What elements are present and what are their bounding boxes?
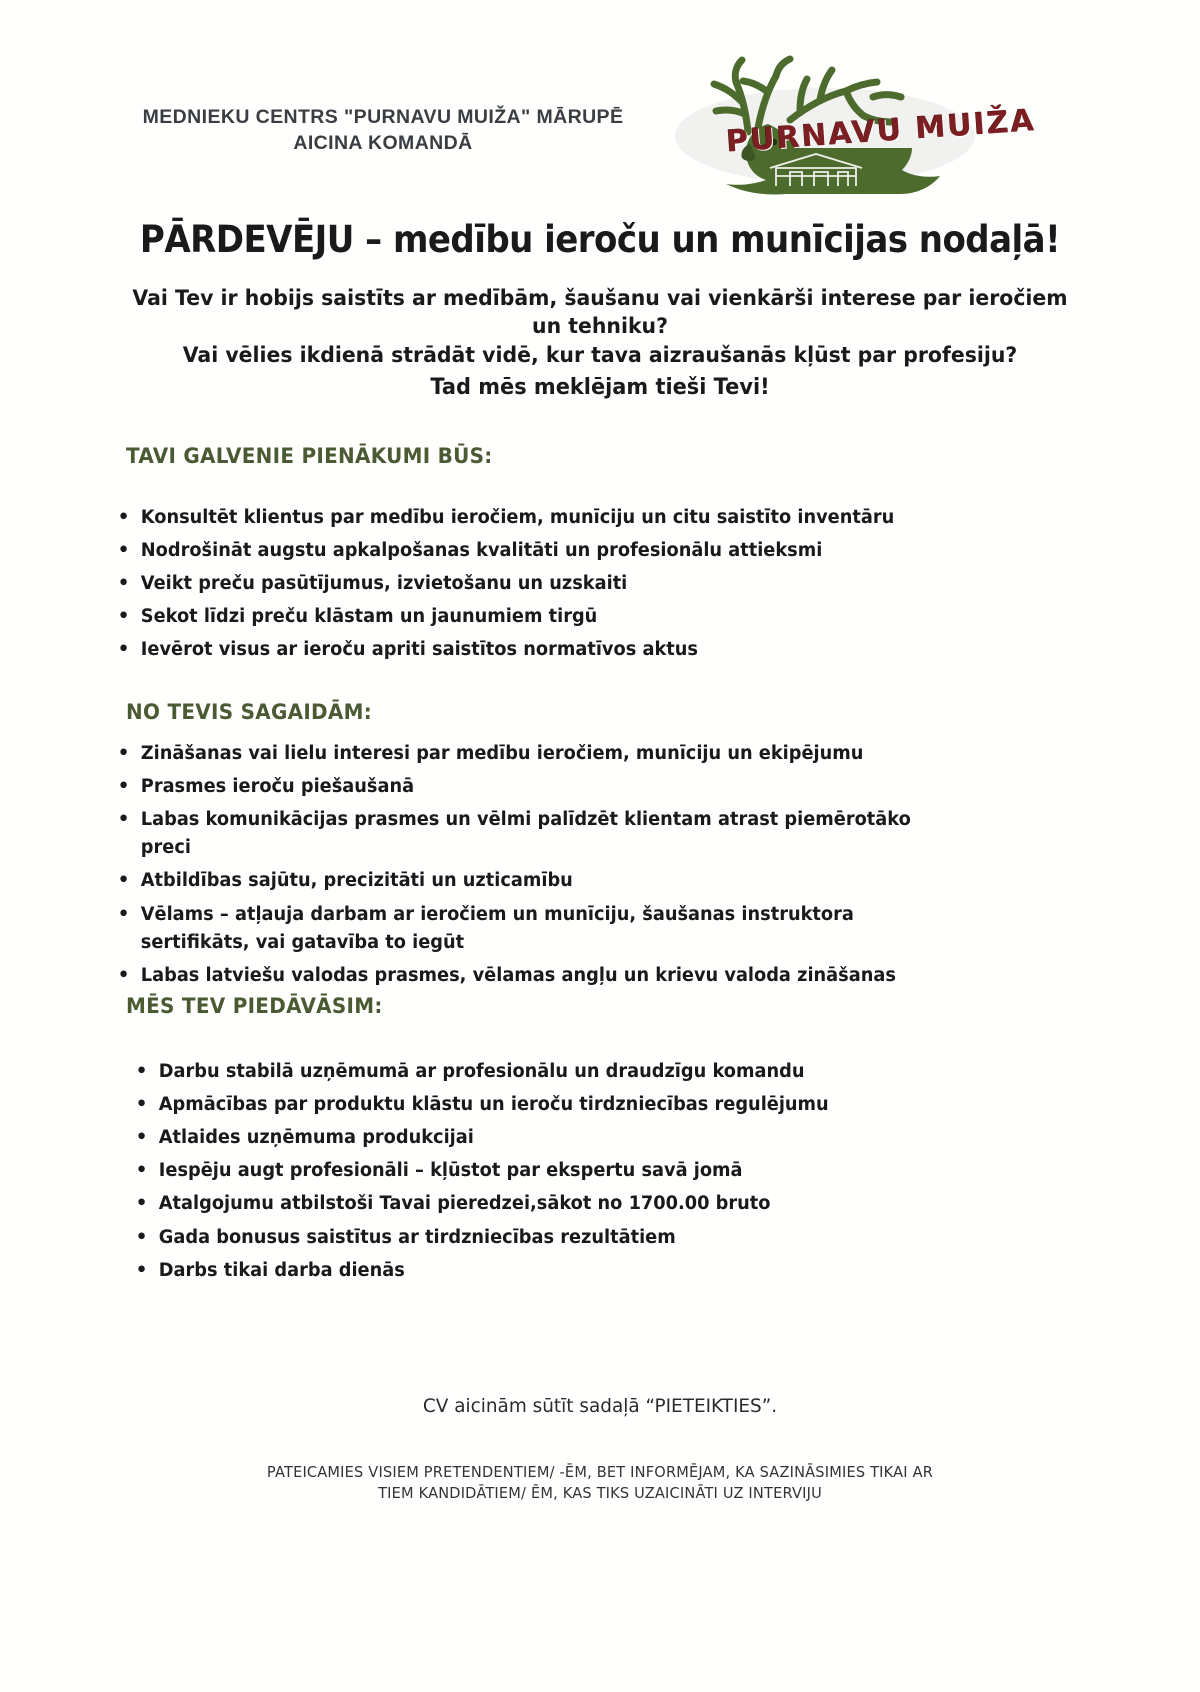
- logo-wordmark: PURNAVU MUIŽA: [725, 103, 1037, 160]
- list-item: • Ievērot visus ar ieroču apriti saistītos normatīvos aktus: [112, 636, 957, 664]
- company-name-line: MEDNIEKU CENTRS "PURNAVU MUIŽA" MĀRUPĒ: [142, 106, 624, 128]
- list-item: • Veikt preču pasūtījumus, izvietošanu un uzskaiti: [112, 570, 957, 598]
- duties-list: [112, 504, 992, 670]
- list-item: • Zināšanas vai lielu interesi par medību ieročiem, munīciju un ekipējumu: [112, 740, 957, 768]
- list-item: • Atlaides uzņēmuma produkcijai: [130, 1124, 975, 1152]
- intro-callout: Tad mēs meklējam tieši Tevi!: [430, 375, 770, 400]
- intro-question-1: Vai Tev ir hobijs saistīts ar medībām, šaušanu vai vienkārši interese par ieročiem un tehniku?: [132, 286, 1068, 340]
- page-header: [0, 28, 1200, 208]
- list-item: • Vēlams – atļauja darbam ar ieročiem un munīciju, šaušanas instruktora sertifikāts, vai gatavība to iegūt: [112, 901, 957, 957]
- list-item: • Sekot līdzi preču klāstam un jaunumiem tirgū: [112, 603, 957, 631]
- purnavu-muiza-logo: [650, 36, 1037, 196]
- list-item: • Prasmes ieroču piešaušanā: [112, 773, 957, 801]
- section-heading-offer: MĒS TEV PIEDĀVĀSIM:: [126, 994, 383, 1018]
- disclaimer-line-1: PATEICAMIES VISIEM PRETENDENTIEM/ -ĒM, BET INFORMĒJAM, KA SAZINĀSIMIES TIKAI AR: [266, 1463, 934, 1481]
- expectations-list: [112, 740, 992, 995]
- intro-questions: [125, 285, 1075, 370]
- page-title: PĀRDEVĒJU – medību ieroču un munīcijas nodaļā!: [139, 218, 1061, 261]
- list-item: • Apmācības par produktu klāstu un ieroču tirdzniecības regulējumu: [130, 1091, 975, 1119]
- list-item: • Labas latviešu valodas prasmes, vēlamas angļu un krievu valoda zināšanas: [112, 962, 957, 990]
- list-item: • Nodrošināt augstu apkalpošanas kvalitāti un profesionālu attieksmi: [112, 537, 957, 565]
- list-item: • Gada bonusus saistītus ar tirdzniecības rezultātiem: [130, 1224, 975, 1252]
- intro-question-2: Vai vēlies ikdienā strādāt vidē, kur tava aizraušanās kļūst par profesiju?: [182, 342, 1018, 368]
- list-item: • Darbs tikai darba dienās: [130, 1257, 975, 1285]
- cv-instruction: CV aicinām sūtīt sadaļā “PIETEIKTIES”.: [422, 1395, 778, 1417]
- list-item: • Atbildības sajūtu, precizitāti un uzticamību: [112, 867, 957, 895]
- company-headline: [118, 104, 648, 157]
- list-item: • Atalgojumu atbilstoši Tavai pieredzei,sākot no 1700.00 bruto: [130, 1190, 975, 1218]
- section-heading-duties: TAVI GALVENIE PIENĀKUMI BŪS:: [126, 444, 493, 468]
- company-subline: AICINA KOMANDĀ: [293, 132, 473, 155]
- list-item: • Labas komunikācijas prasmes un vēlmi palīdzēt klientam atrast piemērotāko preci: [112, 806, 957, 862]
- offer-list: [130, 1058, 1010, 1290]
- applicant-disclaimer: [164, 1462, 1037, 1505]
- list-item: • Iespēju augt profesionāli – kļūstot par ekspertu savā jomā: [130, 1157, 975, 1185]
- list-item: • Konsultēt klientus par medību ieročiem, munīciju un citu saistīto inventāru: [112, 504, 957, 532]
- section-heading-expectations: NO TEVIS SAGAIDĀM:: [126, 700, 373, 724]
- list-item: • Darbu stabilā uzņēmumā ar profesionālu un draudzīgu komandu: [130, 1058, 975, 1086]
- disclaimer-line-2: TIEM KANDIDĀTIEM/ ĒM, KAS TIKS UZAICINĀTI UZ INTERVIJU: [378, 1484, 822, 1503]
